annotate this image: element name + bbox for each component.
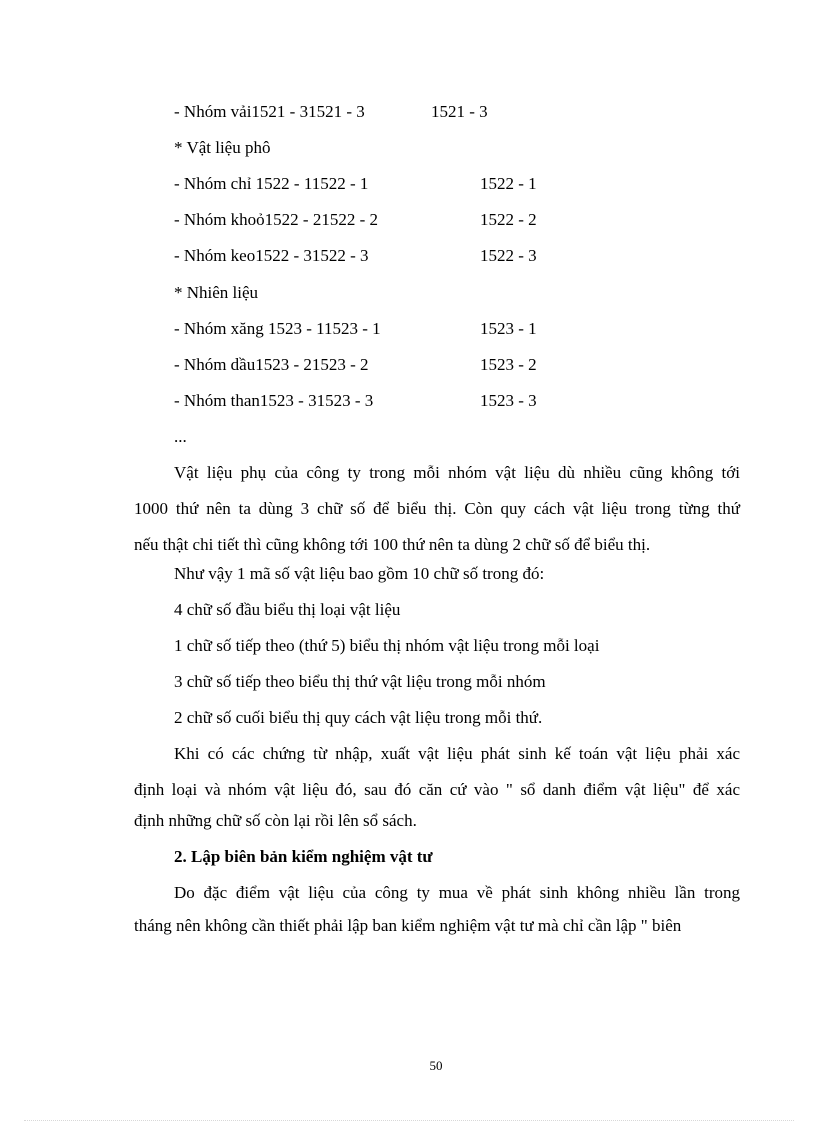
list-group-heading: * Nhiên liệu	[174, 283, 259, 302]
page-bottom-border	[24, 1120, 794, 1121]
paragraph-line: nếu thật chi tiết thì cũng không tới 100 thứ nên ta dùng 2 chữ số để biểu thị.	[134, 535, 651, 554]
paragraph-line: 1000 thứ nên ta dùng 3 chữ số để biểu thị. Còn quy cách vật liệu trong từng thứ	[134, 499, 740, 518]
section-heading: 2. Lập biên bản kiểm nghiệm vật tư	[174, 847, 433, 866]
paragraph-line: tháng nên không cần thiết phải lập ban kiểm nghiệm vật tư mà chỉ cần lập " biên	[134, 916, 682, 935]
list-item-code: 1521 - 3	[431, 102, 488, 121]
list-item: - Nhóm chỉ 1522 - 11522 - 1	[174, 174, 369, 193]
list-item: - Nhóm khoỏ1522 - 21522 - 2	[174, 210, 378, 229]
list-ellipsis: ...	[174, 427, 187, 446]
paragraph-line: Vật liệu phụ của công ty trong mỗi nhóm vật liệu dù nhiều cũng không tới	[174, 463, 740, 482]
page-number: 50	[429, 1058, 443, 1073]
list-item: - Nhóm vải1521 - 31521 - 3	[174, 102, 365, 121]
list-item-code: 1522 - 3	[480, 246, 537, 265]
code-structure-item: 2 chữ số cuối biểu thị quy cách vật liệu trong mỗi thứ.	[174, 708, 543, 727]
paragraph-line: định những chữ số còn lại rồi lên sổ sách.	[134, 811, 417, 830]
list-item: - Nhóm than1523 - 31523 - 3	[174, 391, 374, 410]
list-item: - Nhóm dầu1523 - 21523 - 2	[174, 355, 369, 374]
list-item-code: 1522 - 1	[480, 174, 537, 193]
list-item: - Nhóm xăng 1523 - 11523 - 1	[174, 319, 381, 338]
paragraph-line: Do đặc điểm vật liệu của công ty mua về phát sinh không nhiều lần trong	[174, 883, 740, 902]
list-group-heading: * Vật liệu phô	[174, 138, 271, 157]
paragraph-line: Khi có các chứng từ nhập, xuất vật liệu phát sinh kế toán vật liệu phải xác	[174, 744, 740, 763]
list-item-code: 1523 - 2	[480, 355, 537, 374]
code-structure-item: 4 chữ số đầu biểu thị loại vật liệu	[174, 600, 401, 619]
paragraph-line: định loại và nhóm vật liệu đó, sau đó căn cứ vào " sổ danh điểm vật liệu" để xác	[134, 780, 740, 799]
code-structure-item: 1 chữ số tiếp theo (thứ 5) biểu thị nhóm vật liệu trong mỗi loại	[174, 636, 600, 655]
list-item: - Nhóm keo1522 - 31522 - 3	[174, 246, 369, 265]
list-item-code: 1523 - 1	[480, 319, 537, 338]
list-item-code: 1523 - 3	[480, 391, 537, 410]
list-item-code: 1522 - 2	[480, 210, 537, 229]
code-structure-intro: Như vậy 1 mã số vật liệu bao gồm 10 chữ số trong đó:	[174, 564, 545, 583]
code-structure-item: 3 chữ số tiếp theo biểu thị thứ vật liệu trong mỗi nhóm	[174, 672, 546, 691]
